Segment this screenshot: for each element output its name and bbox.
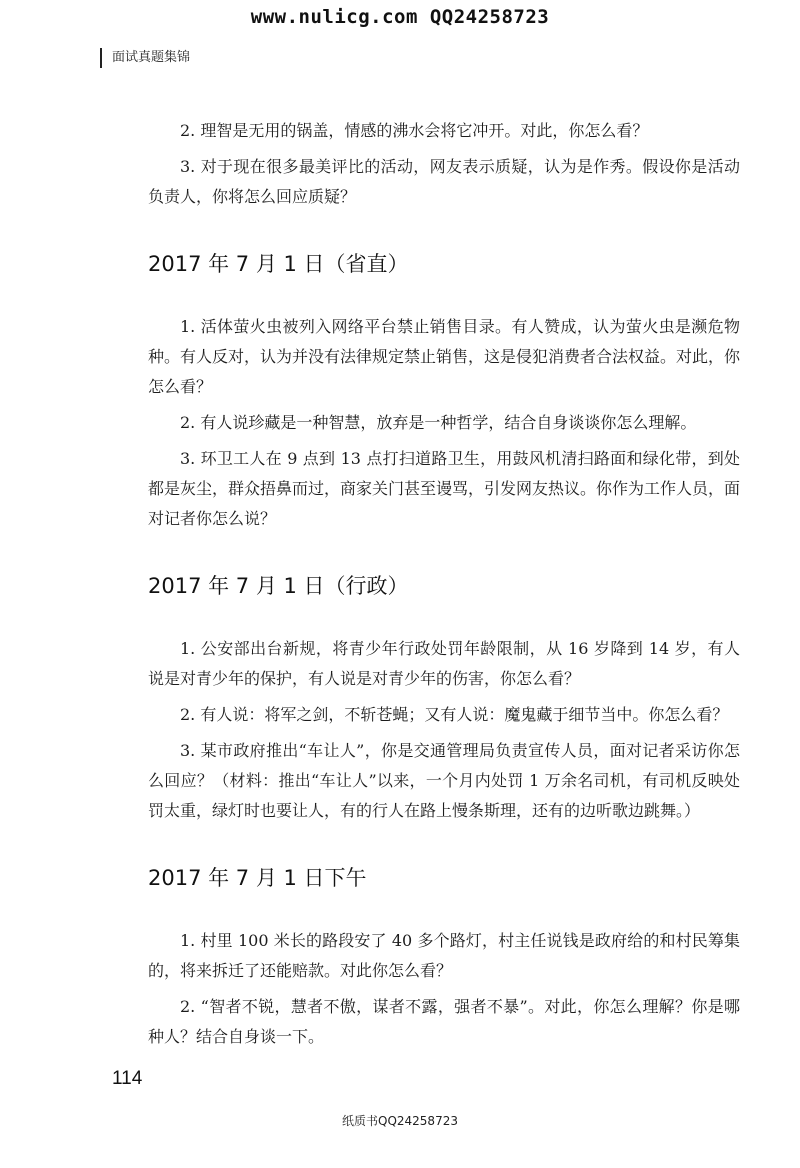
question-item: 1. 公安部出台新规，将青少年行政处罚年龄限制，从 16 岁降到 14 岁，有人说是对青少年的保护，有人说是对青少年的伤害，你怎么看？ [148, 639, 740, 688]
section-title: 2017 年 7 月 1 日（省直） [148, 252, 409, 276]
question-item: 3. 某市政府推出“车让人”，你是交通管理局负责宣传人员，面对记者采访你怎么回应？（材料：推出“车让人”以来，一个月内处罚 1 万余名司机，有司机反映处罚太重，绿灯时也要让人，有的行人在路上慢条斯理，还有的边听歌边跳舞。） [148, 741, 740, 820]
question-item: 3. 环卫工人在 9 点到 13 点打扫道路卫生，用鼓风机清扫路面和绿化带，到处都是灰尘，群众捂鼻而过，商家关门甚至谩骂，引发网友热议。你作为工作人员，面对记者你怎么说？ [148, 449, 741, 528]
question-item: 2. “智者不锐，慧者不傲，谋者不露，强者不暴”。对此，你怎么理解？你是哪种人？结合自身谈一下。 [148, 997, 740, 1046]
section-title: 2017 年 7 月 1 日（行政） [148, 574, 409, 598]
running-head: 面试真题集锦 [100, 48, 190, 68]
question-item: 2. 理智是无用的锅盖，情感的沸水会将它冲开。对此，你怎么看？ [180, 121, 649, 140]
question-item: 1. 活体萤火虫被列入网络平台禁止销售目录。有人赞成，认为萤火虫是濒危物种。有人反对，认为并没有法律规定禁止销售，这是侵犯消费者合法权益。对此，你怎么看？ [148, 317, 741, 396]
question-item: 3. 对于现在很多最美评比的活动，网友表示质疑，认为是作秀。假设你是活动负责人，你将怎么回应质疑？ [148, 157, 740, 206]
page-number: 114 [112, 1068, 143, 1089]
footer-note: 纸质书QQ24258723 [342, 1114, 458, 1128]
page-content [148, 116, 740, 1058]
section-title: 2017 年 7 月 1 日下午 [148, 866, 367, 890]
question-item: 2. 有人说：将军之剑，不斩苍蝇；又有人说：魔鬼藏于细节当中。你怎么看？ [180, 705, 729, 724]
question-item: 1. 村里 100 米长的路段安了 40 多个路灯，村主任说钱是政府给的和村民筹集的，将来拆迁了还能赔款。对此你怎么看？ [148, 931, 740, 980]
question-item: 2. 有人说珍藏是一种智慧，放弃是一种哲学，结合自身谈谈你怎么理解。 [180, 413, 697, 432]
site-header: www.nulicg.com QQ24258723 [250, 6, 550, 28]
